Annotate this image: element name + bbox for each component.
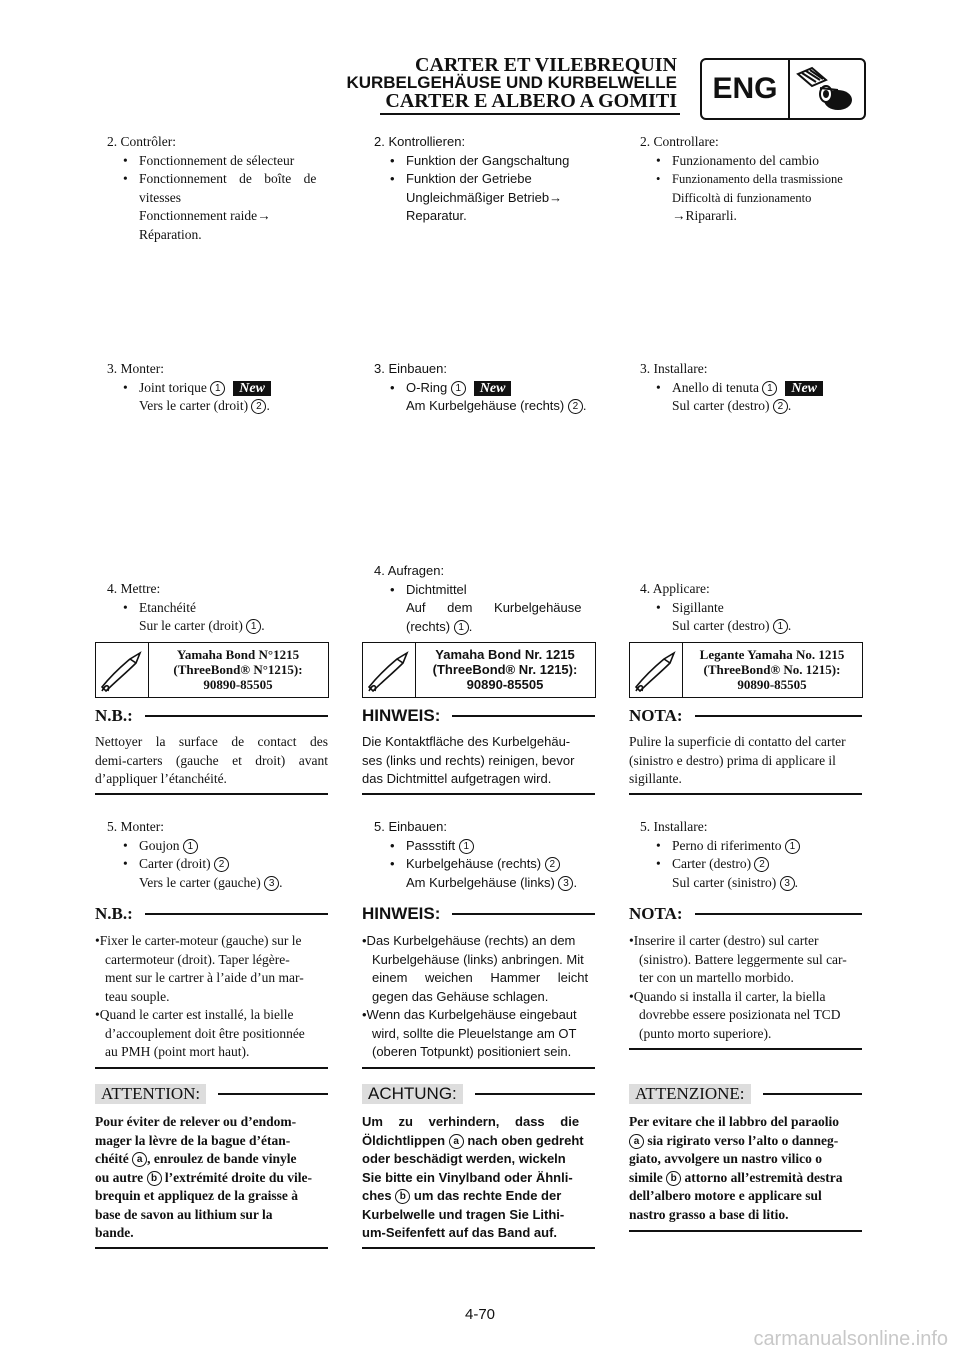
it-attention-label: ATTENZIONE: [629,1084,751,1104]
de-s5-item2: • Kurbelgehäuse (rechts) 2 [374,855,599,874]
fr-s5-item2b: Vers le carter (gauche) 3 . [139,874,283,890]
it-step2 [640,133,870,226]
it-s3-item1b: Sul carter (destro) 2 . [672,398,792,413]
de-spec-line1: Yamaha Bond Nr. 1215 [435,647,575,662]
it-attention-heading [629,1084,862,1104]
section-badge [700,58,866,120]
fr-s4-item1b: Sur le carter (droit) 1 . [139,618,265,633]
it-s5-item2b: Sul carter (sinistro) 3 . [672,874,798,890]
it-s4-item1b: Sul carter (destro) 1 . [672,618,792,633]
sealant-icon [363,643,416,697]
de-attention-end-rule [362,1247,595,1249]
de-note1-label: HINWEIS: [362,706,441,725]
fr-spec-line2: (ThreeBond® N°1215): [173,662,303,677]
it-spec-box [629,642,863,698]
de-s3-item1b: Am Kurbelgehäuse (rechts) 2 . [406,398,587,413]
de-step5 [374,818,599,892]
fr-note2-label: N.B.: [95,904,133,923]
fr-spec-box [95,642,329,698]
de-spec-line3: 90890-85505 [466,677,544,692]
engine-icon [790,60,864,118]
fr-step2 [107,133,332,244]
new-badge: New [233,381,271,396]
de-note1-body: Die Kontaktfläche des Kurbelgehäu- ses (links und rechts) reinigen, bevor das Dichtmittel aufgetragen wird. [362,734,575,786]
it-note2-heading [629,904,862,924]
de-s5-title: 5. Einbauen: [374,819,448,834]
de-step2 [374,133,599,226]
fr-note1-body: Nettoyer la surface de contact des demi-carters (gauche et droit) avant d’appliquer l’étanchéité. [95,734,328,786]
new-badge: New [785,381,823,396]
it-s2-item2: • Funzionamento della trasmissione [656,172,843,186]
de-attention-heading [362,1084,595,1104]
de-note2-body: •Das Kurbelgehäuse (rechts) an dem Kurbelgehäuse (links) anbringen. Mit einem weichen Hammer leicht gegen das Gehäuse schlagen. •Wenn das Kurbelgehäuse eingebaut wird, sollte die Pleuelstange am OT (oberen Totpunkt) positioniert sein. [362,933,589,1059]
fr-s3-item1b: Vers le carter (droit) 2 . [139,398,270,413]
header-title-fr: CARTER ET VILEBREQUIN [415,54,677,76]
fr-s2-item2: • Fonctionnement de boîte de [123,171,317,186]
de-step3 [374,360,599,416]
it-spec-line3: 90890-85505 [737,677,807,692]
de-s4-item1b: Auf dem Kurbelgehäuse [406,600,582,615]
de-s4-title: 4. Aufragen: [374,563,445,578]
it-s4-item1: • Sigillante [656,599,724,615]
fr-note1-end-rule [95,793,328,795]
de-s2-item2c: Reparatur. [406,208,467,223]
fr-spec-line3: 90890-85505 [203,677,273,692]
fr-s2-item1: • Fonctionnement de sélecteur [123,152,295,168]
fr-note1-heading [95,706,328,726]
it-s3-title: 3. Installare: [640,361,708,376]
de-note2-label: HINWEIS: [362,904,441,923]
de-s5-item1: • Passstift 1 [374,837,599,856]
de-note2-end-rule [362,1067,595,1069]
de-note1-heading [362,706,595,726]
it-s5-item2: • Carter (destro) 2 [640,855,870,874]
de-s5-item2b: Am Kurbelgehäuse (links) 3 . [406,874,578,890]
fr-s2-item2b: vitesses [139,189,181,205]
page-number: 4-70 [464,1306,496,1323]
it-spec-line1: Legante Yamaha No. 1215 [699,647,845,662]
sealant-icon [630,643,683,697]
it-s3-item1: • Anello di tenuta 1 New [640,379,870,398]
fr-spec-line1: Yamaha Bond N°1215 [176,647,300,662]
fr-s2-title: 2. Contrôler: [107,134,176,149]
fr-attention-label: ATTENTION: [95,1084,206,1104]
de-note2-heading [362,904,595,924]
fr-note1-label: N.B.: [95,706,133,725]
fr-attention-body: Pour éviter de relever ou d’endom- mager la lèvre de la bague d’étan- chéité a , enroulez de bande vinyle ou autre b l’extrémité droite du vile- brequin et appliquez de la graisse à base de savon au lithium sur la bande. [95,1114,312,1240]
sealant-icon [96,643,149,697]
it-note1-body: Pulire la superficie di contatto del carter (sinistro e destro) prima di applicare il sigillante. [629,734,846,786]
section-badge-label: ENG [702,60,790,118]
fr-step4 [107,580,332,636]
de-attention-body: Um zu verhindern, dass die Öldichtlippen a nach oben gedreht oder beschädigt werden, wickeln Sie bitte ein Vinylband oder Ähnli- ches b um das rechte Ende der Kurbelwelle und tragen Sie Lithi- um-Seifenfett auf das Band auf. [362,1114,584,1240]
fr-s5-item1: • Goujon 1 [107,837,332,856]
it-s2-item2c: →Ripararli. [672,208,737,223]
it-s2-item1: • Funzionamento del cambio [656,152,819,168]
fr-note2-heading [95,904,328,924]
de-s3-title: 3. Einbauen: [374,361,448,376]
de-s4-item1: • Dichtmittel [390,581,467,597]
it-note1-end-rule [629,793,862,795]
de-s3-item1: • O-Ring 1 New [374,379,599,398]
fr-s2-item2c: Fonctionnement raide→ [139,208,271,223]
fr-s4-title: 4. Mettre: [107,581,161,596]
it-attention-end-rule [629,1230,862,1232]
de-attention-label: ACHTUNG: [362,1084,463,1104]
fr-note2-end-rule [95,1067,328,1069]
it-s2-item2b: Difficoltà di funzionamento [672,190,812,205]
it-note1-heading [629,706,862,726]
header-title-it: CARTER E ALBERO A GOMITI [385,90,677,112]
de-s2-title: 2. Kontrollieren: [374,134,466,149]
it-spec-line2: (ThreeBond® No. 1215): [703,662,841,677]
de-spec-line2: (ThreeBond® Nr. 1215): [432,662,578,677]
fr-attention-heading [95,1084,328,1104]
de-s2-item2b: Ungleichmäßiger Betrieb→ [406,189,563,205]
de-step4 [374,562,599,636]
it-step4 [640,580,870,636]
fr-attention-end-rule [95,1247,328,1249]
watermark: carmanualsonline.info [753,1328,948,1350]
de-note1-end-rule [362,793,595,795]
de-s2-item2: • Funktion der Getriebe [390,171,532,186]
de-s2-item1: • Funktion der Gangschaltung [390,152,570,168]
it-note2-end-rule [629,1048,862,1050]
fr-note2-body: •Fixer le carter-moteur (gauche) sur le cartermoteur (droit). Taper légère- ment sur le cartrer à l’aide d’un mar- teau souple. •Quand le carter est installé, la bielle d’accouplement doit être positionnée au PMH (point mort haut). [95,933,305,1059]
fr-s4-item1: • Etanchéité [123,599,196,615]
fr-s3-item1: • Joint torique 1 New [107,379,332,398]
it-step5 [640,818,870,892]
it-note2-label: NOTA: [629,904,683,923]
it-s2-title: 2. Controllare: [640,134,719,149]
fr-step5 [107,818,332,892]
header-rule [380,113,680,115]
it-s5-item1: • Perno di riferimento 1 [640,837,870,856]
it-s4-title: 4. Applicare: [640,581,710,596]
it-note1-label: NOTA: [629,706,683,725]
fr-s5-title: 5. Monter: [107,819,164,834]
header-title-de: KURBELGEHÄUSE UND KURBELWELLE [346,73,677,92]
de-s4-item1c: (rechts) 1 . [406,618,473,634]
fr-step3 [107,360,332,416]
it-note2-body: •Inserire il carter (destro) sul carter (sinistro). Battere leggermente sul car- ter con un martello morbido. •Quando si installa il carter, la biella dovrebbe essere posizionata nel TCD (punto morto superiore). [629,933,847,1041]
fr-s2-item2d: Réparation. [139,226,202,242]
new-badge: New [474,381,512,396]
it-step3 [640,360,870,416]
fr-s5-item2: • Carter (droit) 2 [107,855,332,874]
it-s5-title: 5. Installare: [640,819,708,834]
de-spec-box [362,642,596,698]
fr-s3-title: 3. Monter: [107,361,164,376]
it-attention-body: Per evitare che il labbro del paraolio a sia rigirato verso l’alto o danneg- giato, avvolgere un nastro vilico o simile b attorno all’estremità destra dell’albero motore e applicare sul nastro grasso a base di litio. [629,1114,843,1222]
